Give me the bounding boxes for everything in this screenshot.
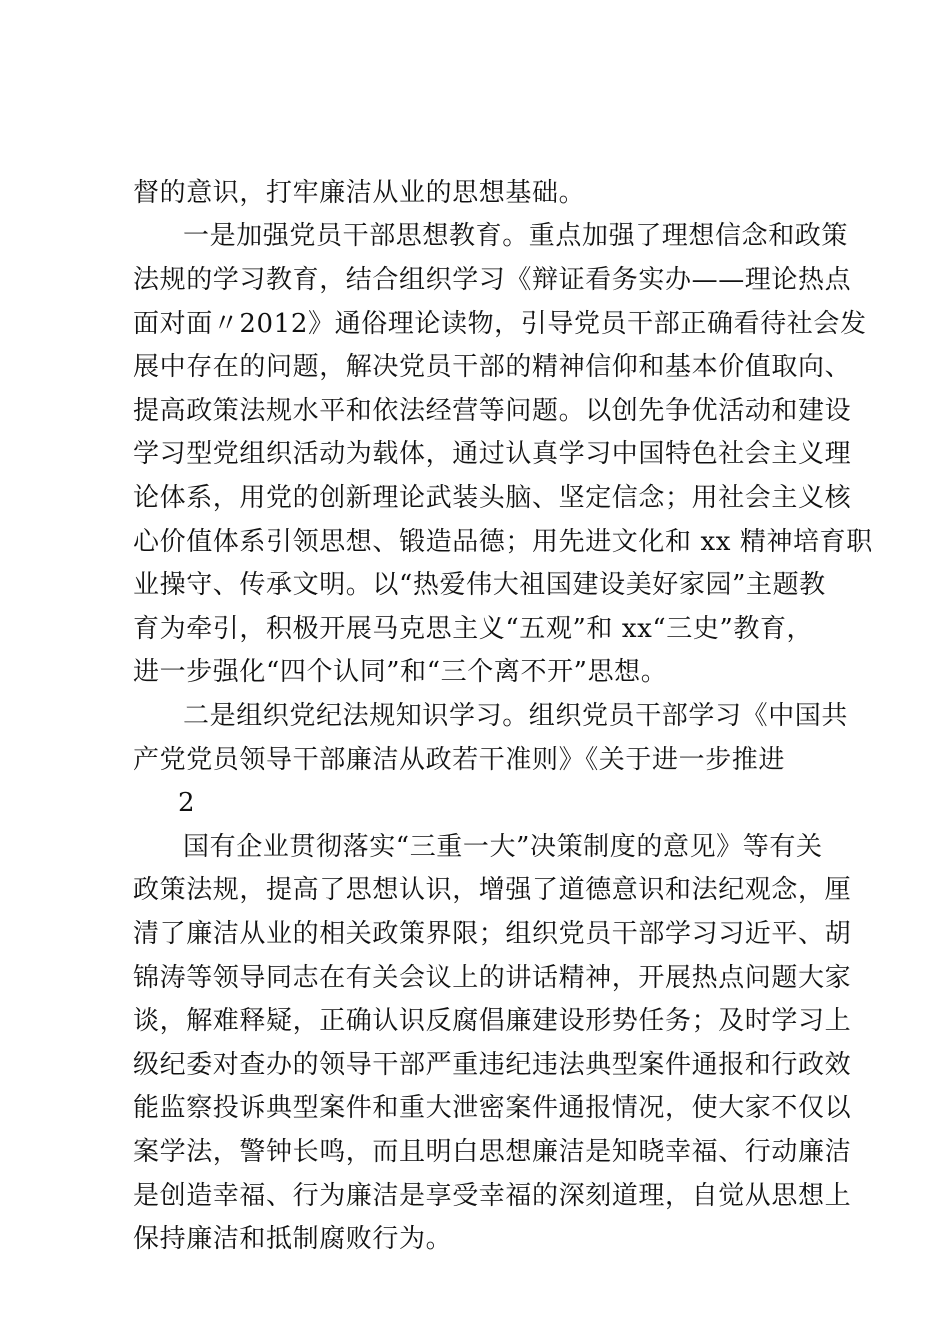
text-line: 育为牵引，积极开展马克思主义“五观”和 xx“三史”教育， (133, 614, 814, 644)
text-line: 是创造幸福、行为廉洁是享受幸福的深刻道理，自觉从思想上 (133, 1181, 852, 1211)
text-line: 谈，解难释疑，正确认识反腐倡廉建设形势任务；及时学习上 (133, 1006, 852, 1036)
text-line: 督的意识，打牢廉洁从业的思想基础。 (133, 178, 586, 208)
text-line: 清了廉洁从业的相关政策界限；组织党员干部学习习近平、胡 (133, 919, 852, 949)
text-line: 论体系，用党的创新理论武装头脑、坚定信念；用社会主义核 (133, 483, 852, 513)
text-line: 心价值体系引领思想、锻造品德；用先进文化和 xx 精神培育职 (133, 527, 873, 557)
text-line: 国有企业贯彻落实“三重一大”决策制度的意见》等有关 (183, 832, 823, 862)
text-line: 锦涛等领导同志在有关会议上的讲话精神，开展热点问题大家 (133, 963, 852, 993)
text-line: 产党党员领导干部廉洁从政若干准则》《关于进一步推进 (133, 745, 786, 775)
text-line: 业操守、传承文明。以“热爱伟大祖国建设美好家园”主题教 (133, 570, 826, 600)
paragraph-start-line: 一是加强党员干部思想教育。重点加强了理想信念和政策 (183, 221, 849, 251)
text-line: 保持廉洁和抵制腐败行为。 (133, 1224, 453, 1254)
text-line: 能监察投诉典型案件和重大泄密案件通报情况，使大家不仅以 (133, 1093, 852, 1123)
text-line: 法规的学习教育，结合组织学习《辩证看务实办——理论热点 (133, 265, 852, 295)
inline-page-number: 2 (178, 788, 195, 818)
text-line: 案学法，警钟长鸣，而且明白思想廉洁是知晓幸福、行动廉洁 (133, 1137, 852, 1167)
text-line: 提高政策法规水平和依法经营等问题。以创先争优活动和建设 (133, 396, 852, 426)
text-line: 展中存在的问题，解决党员干部的精神信仰和基本价值取向、 (133, 352, 852, 382)
text-line: 学习型党组织活动为载体，通过认真学习中国特色社会主义理 (133, 439, 852, 469)
text-line: 面对面〃2012》通俗理论读物，引导党员干部正确看待社会发 (133, 309, 867, 339)
text-line: 级纪委对查办的领导干部严重违纪违法典型案件通报和行政效 (133, 1050, 852, 1080)
paragraph-start-line: 二是组织党纪法规知识学习。组织党员干部学习《中国共 (183, 701, 849, 731)
text-line: 进一步强化“四个认同”和“三个离不开”思想。 (133, 657, 668, 687)
text-line: 政策法规，提高了思想认识，增强了道德意识和法纪观念，厘 (133, 875, 852, 905)
